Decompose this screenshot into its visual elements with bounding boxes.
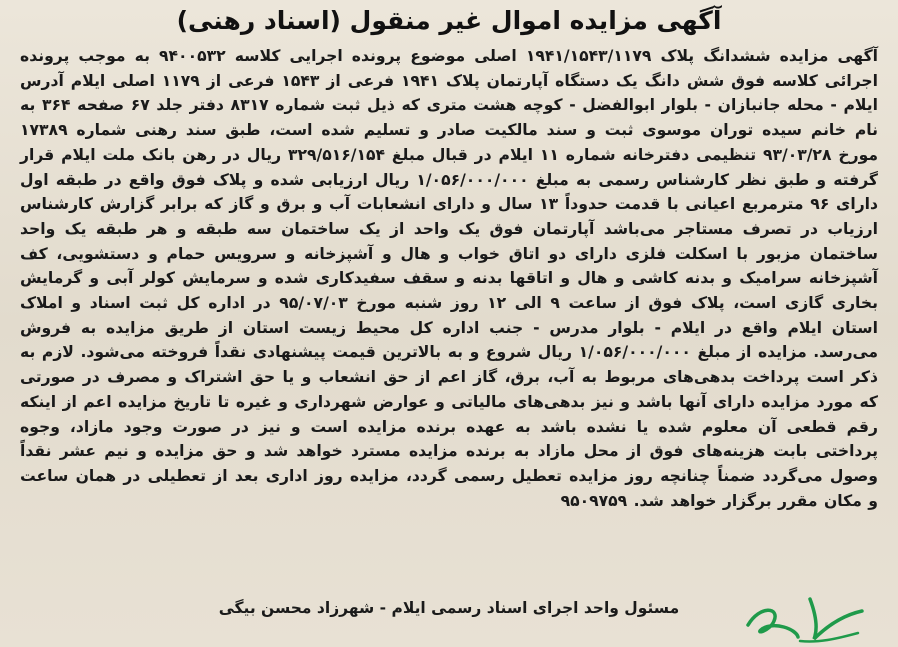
signature-line: مسئول واحد اجرای اسناد رسمی ایلام - شهرزاد محسن بیگی <box>218 599 680 617</box>
notice-body: آگهی مزایده ششدانگ پلاک ۱۹۴۱/۱۵۴۳/۱۱۷۹ اصلی موضوع پرونده اجرایی کلاسه ۹۴۰۰۵۳۲ به موجب پرونده اجرائی کلاسه فوق شش دانگ یک دستگاه آپارتمان پلاک ۱۹۴۱ فرعی از ۱۵۴۳ فرعی از ۱۱۷۹ اصلی ایلام آدرس ایلام - محله جانبازان - بلوار ابوالفضل - کوچه هشت متری که ذیل ثبت شماره ۸۳۱۷ دفتر جلد ۶۷ صفحه ۳۶۴ به نام خانم سیده توران موسوی ثبت و سند مالکیت صادر و تسلیم شده است، طبق سند رهنی شماره ۱۷۳۸۹ مورخ ۹۳/۰۳/۲۸ تنظیمی دفترخانه شماره ۱۱ ایلام در قبال مبلغ ۳۲۹/۵۱۶/۱۵۴ ریال در رهن بانک ملت ایلام قرار گرفته و طبق نظر کارشناس رسمی به مبلغ ۱/۰۵۶/۰۰۰/۰۰۰ ریال ارزیابی شده و پلاک فوق واقع در طبقه اول دارای ۹۶ مترمربع اعیانی با قدمت حدوداً ۱۳ سال و دارای انشعابات آب و برق و گاز که برابر گزارش کارشناس ارزیاب در تصرف مستاجر می‌باشد آپارتمان فوق یک واحد از یک ساختمان سه طبقه و هر طبقه یک واحد ساختمان مزبور با اسکلت فلزی دارای دو اتاق خواب و هال و آشپزخانه و سرویس حمام و دستشویی، کف آشپزخانه سرامیک و بدنه کاشی و هال و اتاقها بدنه و سقف سفیدکاری شده و سرمایش کولر آبی و گرمایش بخاری گازی است، پلاک فوق از ساعت ۹ الی ۱۲ روز شنبه مورخ ۹۵/۰۷/۰۳ در اداره کل ثبت اسناد و املاک استان ایلام واقع در ایلام - بلوار مدرس - جنب اداره کل محیط زیست استان از طریق مزایده به فروش می‌رسد. مزایده از مبلغ ۱/۰۵۶/۰۰۰/۰۰۰ ریال شروع و به بالاترین قیمت پیشنهادی نقداً فروخته می‌شود. لازم به ذکر است پرداخت بدهی‌های مربوط به آب، برق، گاز اعم از حق انشعاب و یا حق اشتراک و مصرف در صورتی که مورد مزایده دارای آنها باشد و نیز بدهی‌های مالیاتی و عوارض شهرداری و غیره تا تاریخ مزایده اعم از اینکه رقم قطعی آن معلوم شده یا نشده باشد به عهده برنده مزایده است و نیز در صورت وجود مازاد، وجوه پرداختی بابت هزینه‌های فوق از محل مازاد به برنده مزایده مسترد خواهد شد و حق مزایده و نیم عشر نقداً وصول می‌گردد ضمناً چنانچه روز مزایده تعطیل رسمی گردد، مزایده روز اداری بعد از تعطیلی در همان ساعت و مکان مقرر برگزار خواهد شد. ۹۵۰۹۷۵۹ <box>20 47 879 510</box>
notice-title: آگهی مزایده اموال غیر منقول (اسناد رهنی) <box>176 6 722 35</box>
handwritten-mark-icon <box>740 585 870 645</box>
